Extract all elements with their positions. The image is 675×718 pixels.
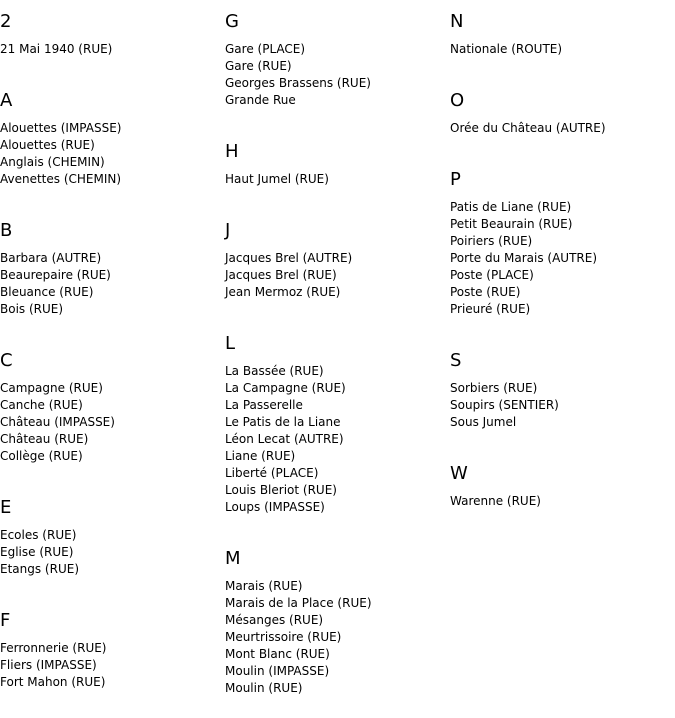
street-link[interactable]: Georges Brassens (RUE) (225, 76, 371, 90)
letter-group (225, 537, 450, 697)
street-link[interactable]: Jacques Brel (AUTRE) (225, 251, 353, 265)
street-link[interactable]: Avenettes (CHEMIN) (0, 172, 122, 186)
street-index-column-1 (0, 0, 225, 712)
street-link[interactable]: Sous Jumel (450, 415, 517, 429)
letter-heading: G (225, 11, 239, 32)
street-link[interactable]: Anglais (CHEMIN) (0, 155, 105, 169)
letter-group (225, 0, 450, 109)
street-link[interactable]: Orée du Château (AUTRE) (450, 121, 606, 135)
street-list (225, 41, 450, 109)
letter-group (0, 599, 225, 691)
street-list (0, 640, 225, 691)
street-link[interactable]: Le Patis de la Liane (225, 415, 341, 429)
letter-group (0, 339, 225, 465)
street-link[interactable]: Château (RUE) (0, 432, 89, 446)
street-link[interactable]: Eglise (RUE) (0, 545, 74, 559)
street-list (450, 493, 675, 510)
street-link[interactable]: Nationale (ROUTE) (450, 42, 563, 56)
letter-heading: F (0, 610, 11, 631)
street-link[interactable]: Petit Beaurain (RUE) (450, 217, 573, 231)
street-list (450, 380, 675, 431)
street-link[interactable]: Ecoles (RUE) (0, 528, 77, 542)
street-list (0, 41, 225, 58)
letter-group (450, 452, 675, 510)
letter-heading: M (225, 548, 241, 569)
letter-heading: J (225, 220, 231, 241)
letter-heading: E (0, 497, 12, 518)
letter-heading: 2 (0, 11, 12, 32)
letter-group (0, 79, 225, 188)
street-list (225, 363, 450, 516)
street-link[interactable]: Poiriers (RUE) (450, 234, 533, 248)
street-link[interactable]: Jacques Brel (RUE) (225, 268, 337, 282)
street-index-column-3 (450, 0, 675, 531)
letter-heading: S (450, 350, 462, 371)
street-link[interactable]: Haut Jumel (RUE) (225, 172, 329, 186)
street-list (225, 578, 450, 697)
street-link[interactable]: Meurtrissoire (RUE) (225, 630, 342, 644)
street-link[interactable]: Marais (RUE) (225, 579, 303, 593)
street-list (0, 250, 225, 318)
street-link[interactable]: Grande Rue (225, 93, 296, 107)
letter-group (0, 209, 225, 318)
street-link[interactable]: Liberté (PLACE) (225, 466, 319, 480)
street-link[interactable]: Beaurepaire (RUE) (0, 268, 111, 282)
letter-group (450, 0, 675, 58)
street-link[interactable]: Etangs (RUE) (0, 562, 79, 576)
letter-heading: L (225, 333, 236, 354)
letter-group (450, 158, 675, 318)
street-list (0, 527, 225, 578)
street-link[interactable]: Ferronnerie (RUE) (0, 641, 107, 655)
street-list (225, 171, 450, 188)
street-link[interactable]: La Passerelle (225, 398, 303, 412)
street-link[interactable]: Porte du Marais (AUTRE) (450, 251, 598, 265)
street-link[interactable]: Moulin (RUE) (225, 681, 303, 695)
street-link[interactable]: Moulin (IMPASSE) (225, 664, 330, 678)
street-link[interactable]: Gare (RUE) (225, 59, 292, 73)
street-link[interactable]: Château (IMPASSE) (0, 415, 115, 429)
street-link[interactable]: Léon Lecat (AUTRE) (225, 432, 344, 446)
letter-group (225, 322, 450, 516)
letter-group (0, 0, 225, 58)
street-link[interactable]: Campagne (RUE) (0, 381, 103, 395)
street-link[interactable]: Prieuré (RUE) (450, 302, 531, 316)
street-link[interactable]: Louis Bleriot (RUE) (225, 483, 337, 497)
street-link[interactable]: Soupirs (SENTIER) (450, 398, 559, 412)
street-link[interactable]: Bois (RUE) (0, 302, 64, 316)
street-link[interactable]: Warenne (RUE) (450, 494, 541, 508)
letter-group (450, 339, 675, 431)
street-link[interactable]: Alouettes (IMPASSE) (0, 121, 122, 135)
letter-group (0, 486, 225, 578)
street-link[interactable]: Fliers (IMPASSE) (0, 658, 97, 672)
letter-heading: A (0, 90, 13, 111)
letter-heading: H (225, 141, 239, 162)
letter-heading: W (450, 463, 468, 484)
street-link[interactable]: Poste (RUE) (450, 285, 521, 299)
letter-heading: P (450, 169, 461, 190)
street-link[interactable]: Bleuance (RUE) (0, 285, 94, 299)
street-list (225, 250, 450, 301)
street-link[interactable]: Loups (IMPASSE) (225, 500, 325, 514)
street-link[interactable]: Canche (RUE) (0, 398, 83, 412)
street-link[interactable]: La Bassée (RUE) (225, 364, 324, 378)
letter-heading: O (450, 90, 465, 111)
street-list (0, 380, 225, 465)
letter-group (225, 130, 450, 188)
street-link[interactable]: Liane (RUE) (225, 449, 296, 463)
street-link[interactable]: Fort Mahon (RUE) (0, 675, 106, 689)
street-link[interactable]: Poste (PLACE) (450, 268, 534, 282)
street-link[interactable]: Marais de la Place (RUE) (225, 596, 372, 610)
street-list (450, 199, 675, 318)
letter-heading: B (0, 220, 13, 241)
street-link[interactable]: 21 Mai 1940 (RUE) (0, 42, 113, 56)
street-link[interactable]: La Campagne (RUE) (225, 381, 346, 395)
street-link[interactable]: Jean Mermoz (RUE) (225, 285, 341, 299)
street-link[interactable]: Mont Blanc (RUE) (225, 647, 330, 661)
street-link[interactable]: Patis de Liane (RUE) (450, 200, 572, 214)
street-link[interactable]: Barbara (AUTRE) (0, 251, 102, 265)
street-link[interactable]: Sorbiers (RUE) (450, 381, 538, 395)
street-link[interactable]: Mésanges (RUE) (225, 613, 324, 627)
street-link[interactable]: Gare (PLACE) (225, 42, 306, 56)
street-list (450, 120, 675, 137)
street-index-column-2 (225, 0, 450, 718)
letter-group (450, 79, 675, 137)
street-list (0, 120, 225, 188)
street-link[interactable]: Collège (RUE) (0, 449, 83, 463)
street-list (450, 41, 675, 58)
street-link[interactable]: Alouettes (RUE) (0, 138, 95, 152)
letter-group (225, 209, 450, 301)
letter-heading: N (450, 11, 464, 32)
letter-heading: C (0, 350, 13, 371)
